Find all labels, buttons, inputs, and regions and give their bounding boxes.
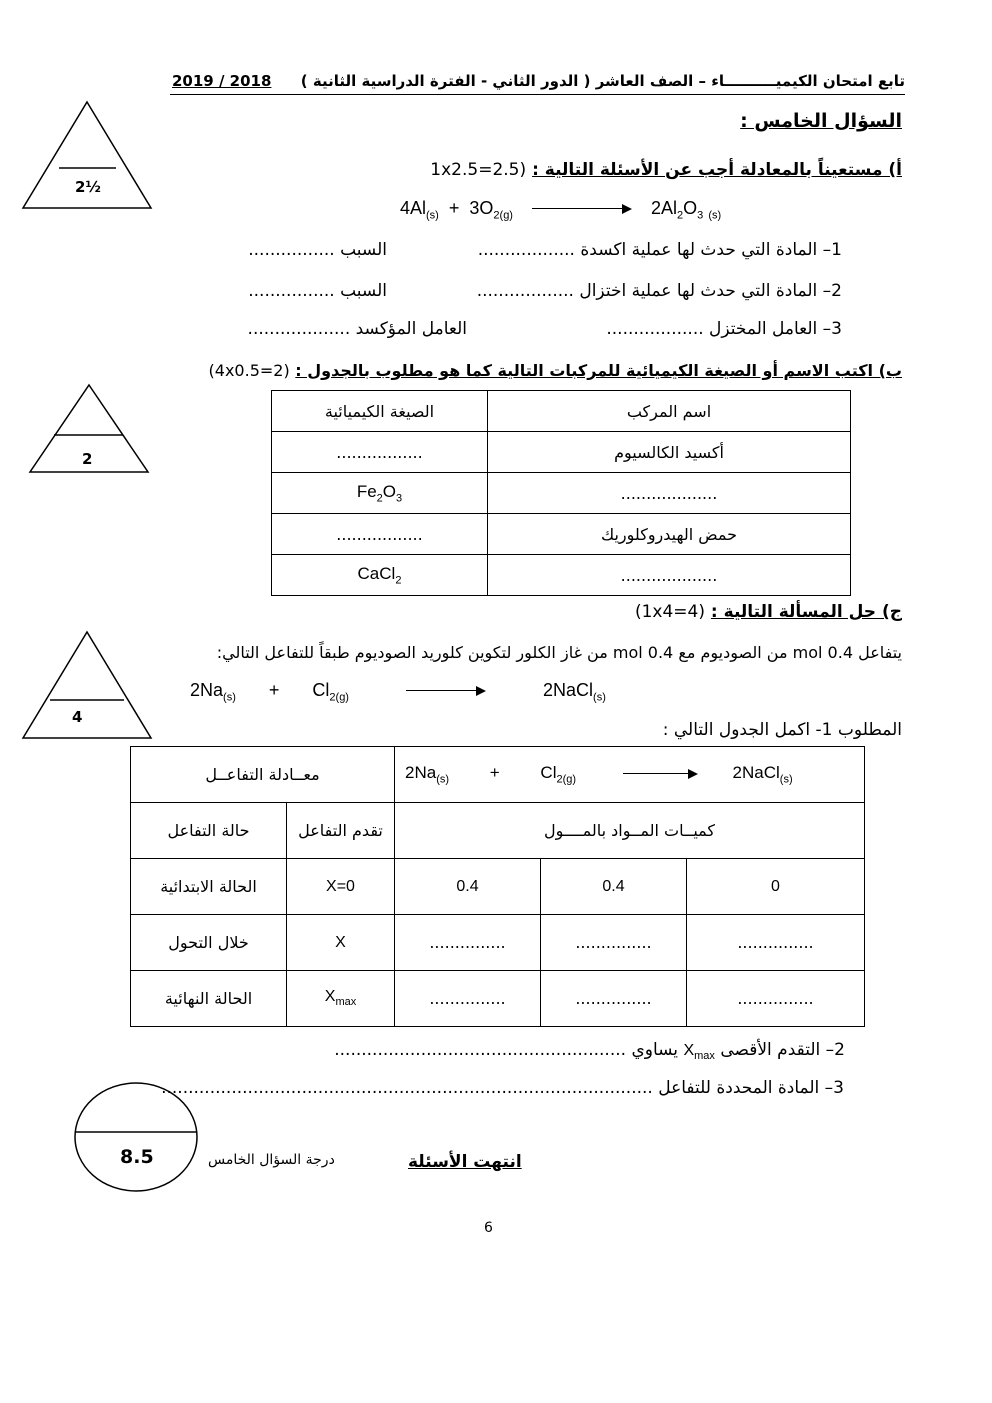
quantity-cell: 0.4	[541, 859, 687, 915]
table-row	[272, 514, 851, 555]
quantity-cell: 0	[687, 859, 865, 915]
score-a: 2½	[75, 178, 101, 196]
table-row	[131, 915, 865, 971]
part-b-title: ب) اكتب الاسم أو الصيغة الكيميائية للمركبات التالية كما هو مطلوب بالجدول : (4x0.5=2)	[208, 361, 902, 380]
equation-c: $2Na_{(s)} + Cl_{2(g)}$ 2NaCl$_{(s)}$	[190, 680, 606, 704]
quantity-cell: ...............	[687, 915, 865, 971]
quantity-cell: ...............	[541, 971, 687, 1027]
name-cell: حمض الهيدروكلوريك	[488, 514, 851, 555]
task-2: يساوي ...................................................... $X_{max}$ 2– التقدم الأقصى	[334, 1040, 845, 1063]
quantity-cell: 0.4	[395, 859, 541, 915]
formula-cell: .................	[272, 432, 488, 473]
formula-cell: CaCl$_2$	[272, 555, 488, 596]
eq-label-cell: معــادلة التفاعــل	[131, 747, 395, 803]
header-year: 2019 / 2018	[172, 72, 272, 90]
progress-cell: $X_{max}$	[287, 971, 395, 1027]
table-row	[272, 555, 851, 596]
col-formula-header: الصيغة الكيميائية	[272, 391, 488, 432]
part-c-title: ج) حل المسألة التالية : (1x4=4)	[634, 602, 902, 622]
total-score-circle	[72, 1080, 200, 1194]
table-row	[131, 803, 865, 859]
part-a-item-2-reason: السبب ................	[248, 281, 387, 301]
eq-cell: $2Na_{(s)} + Cl_{2(g)}$ 2NaCl$_{(s)}$	[395, 747, 865, 803]
name-cell: ...................	[488, 473, 851, 514]
quantities-header: كميــات المــواد بالمــــول	[395, 803, 865, 859]
header-title: تابع امتحان الكيميــــــــــاء – الصف العاشر ( الدور الثاني - الفترة الدراسية الثانية )	[300, 72, 905, 90]
page-number: 6	[484, 1220, 493, 1236]
table-row	[131, 859, 865, 915]
state-cell: الحالة الابتدائية	[131, 859, 287, 915]
quantity-cell: ...............	[687, 971, 865, 1027]
table-row	[272, 432, 851, 473]
part-c-intro: يتفاعل 0.4 mol من الصوديوم مع 0.4 mol من غاز الكلور لتكوين كلوريد الصوديوم طبقاً للتفاعل التالي:	[216, 643, 902, 662]
state-cell: خلال التحول	[131, 915, 287, 971]
score-b: 2	[82, 450, 93, 468]
progress-cell: X	[287, 915, 395, 971]
score-triangle-c	[20, 630, 154, 742]
part-a-item-1-reason: السبب ................	[248, 240, 387, 260]
state-header: حالة التفاعل	[131, 803, 287, 859]
table-header-row	[272, 391, 851, 432]
name-cell: ...................	[488, 555, 851, 596]
part-a-item-3-oxidizer: العامل المؤكسد ...................	[247, 319, 467, 339]
part-a-item-1: 1– المادة التي حدث لها عملية اكسدة ..................	[477, 240, 842, 260]
table-row	[131, 971, 865, 1027]
table-row	[272, 473, 851, 514]
equation-a: $4Al_{(s)} + 3O_{2(g)}$ $2Al_2O_3$ $_{(s)}$	[400, 198, 722, 222]
task-3: 3– المادة المحددة للتفاعل ...........................................................................................	[161, 1078, 844, 1098]
col-name-header: اسم المركب	[488, 391, 851, 432]
question-title: السؤال الخامس :	[740, 110, 902, 132]
quantity-cell: ...............	[395, 915, 541, 971]
part-a-item-3: 3– العامل المختزل ..................	[606, 319, 842, 339]
formula-cell: $Fe_2O_3$	[272, 473, 488, 514]
compounds-table	[271, 390, 851, 596]
table-row	[131, 747, 865, 803]
progress-header: تقدم التفاعل	[287, 803, 395, 859]
reaction-arrow	[623, 769, 698, 779]
score-c: 4	[72, 708, 83, 726]
reaction-table	[130, 746, 865, 1027]
quantity-cell: ...............	[395, 971, 541, 1027]
reaction-arrow	[406, 686, 486, 696]
formula-cell: .................	[272, 514, 488, 555]
task-1: المطلوب 1- اكمل الجدول التالي :	[662, 720, 902, 740]
name-cell: أكسيد الكالسيوم	[488, 432, 851, 473]
total-score-label: درجة السؤال الخامس	[208, 1152, 335, 1168]
total-score: 8.5	[120, 1146, 154, 1168]
part-a-item-2: 2– المادة التي حدث لها عملية اختزال ..................	[476, 281, 842, 301]
quantity-cell: ...............	[541, 915, 687, 971]
page-header	[170, 70, 905, 95]
state-cell: الحالة النهائية	[131, 971, 287, 1027]
reaction-arrow	[532, 204, 632, 214]
progress-cell: X=0	[287, 859, 395, 915]
end-text: انتهت الأسئلة	[408, 1152, 522, 1172]
part-a-title: أ) مستعيناً بالمعادلة أجب عن الأسئلة التالية : (1x2.5=2.5	[430, 160, 902, 180]
